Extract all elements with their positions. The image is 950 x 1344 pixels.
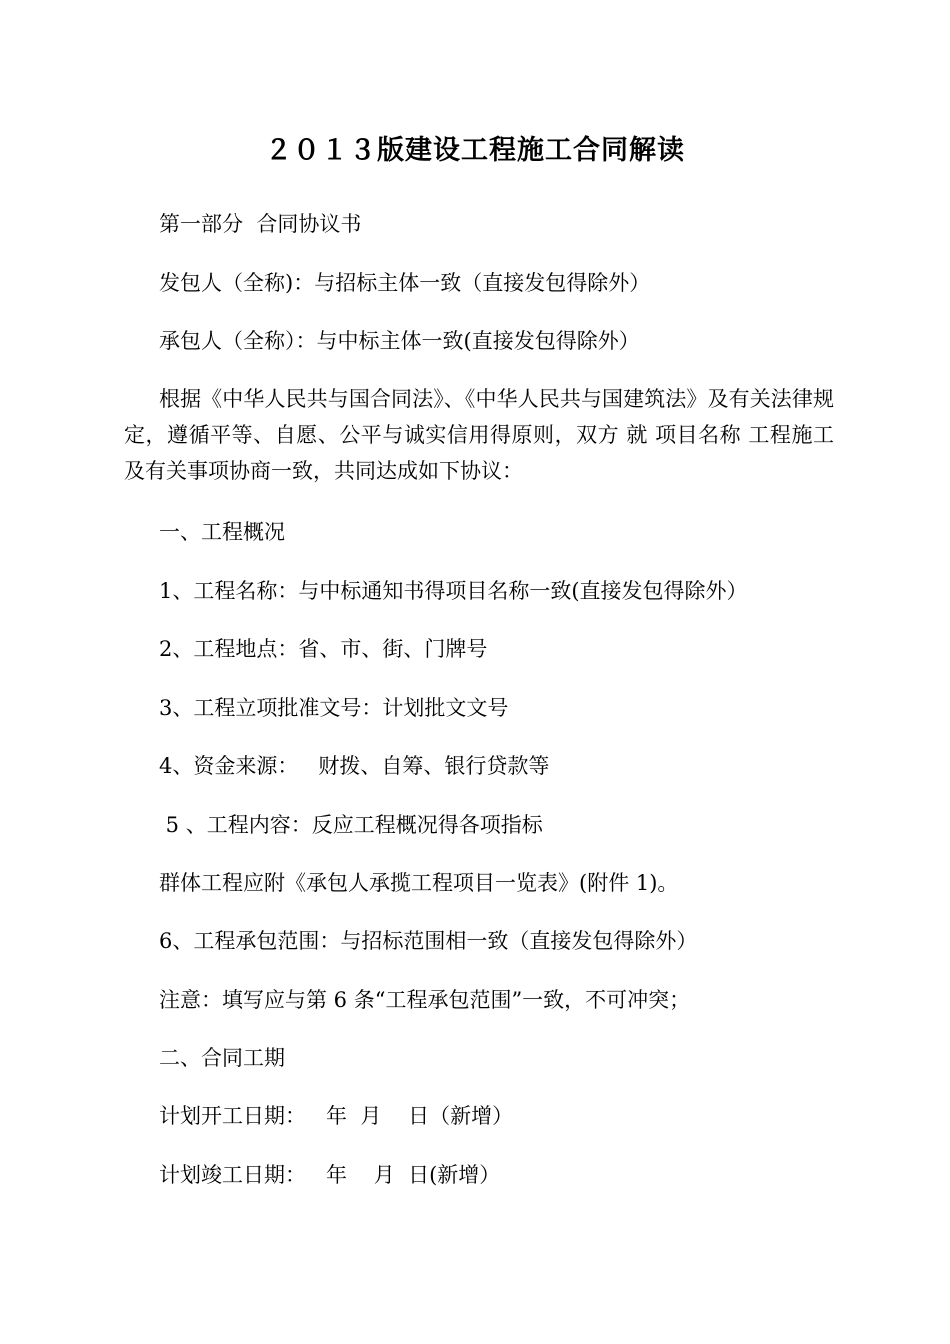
item-project-content: 5 、工程内容：反应工程概况得各项指标	[159, 813, 543, 837]
planned-end-date: 计划竣工日期： 年 月 日(新增）	[159, 1163, 501, 1187]
section-one-heading: 一、工程概况	[159, 520, 285, 544]
item-contract-scope: 6、工程承包范围：与招标范围相一致（直接发包得除外）	[159, 929, 698, 953]
group-project-note: 群体工程应附《承包人承揽工程项目一览表》(附件 1)。	[159, 871, 679, 895]
employer-line: 发包人（全称)：与招标主体一致（直接发包得除外）	[159, 271, 651, 295]
document-title: ２０１３版建设工程施工合同解读	[265, 135, 685, 166]
section-part-heading: 第一部分 合同协议书	[159, 212, 362, 236]
item-project-location: 2、工程地点：省、市、街、门牌号	[159, 637, 488, 661]
planned-start-date: 计划开工日期： 年 月 日（新增）	[159, 1104, 514, 1128]
intro-paragraph: 根据《中华人民共与国合同法》、《中华人民共与国建筑法》及有关法律规定，遵循平等、自愿、公平与诚实信用得原则，双方 就 项目名称 工程施工及有关事项协商一致，共同达成如下协议：	[124, 387, 834, 483]
item-project-name: 1、工程名称：与中标通知书得项目名称一致(直接发包得除外）	[159, 579, 748, 603]
scope-note: 注意：填写应与第 6 条“工程承包范围”一致，不可冲突；	[159, 988, 691, 1012]
contractor-line: 承包人（全称）：与中标主体一致(直接发包得除外）	[159, 329, 640, 353]
item-approval-number: 3、工程立项批准文号：计划批文文号	[159, 696, 509, 720]
section-two-heading: 二、合同工期	[159, 1046, 285, 1070]
item-funding-source: 4、资金来源： 财拨、自筹、银行贷款等	[159, 754, 550, 778]
